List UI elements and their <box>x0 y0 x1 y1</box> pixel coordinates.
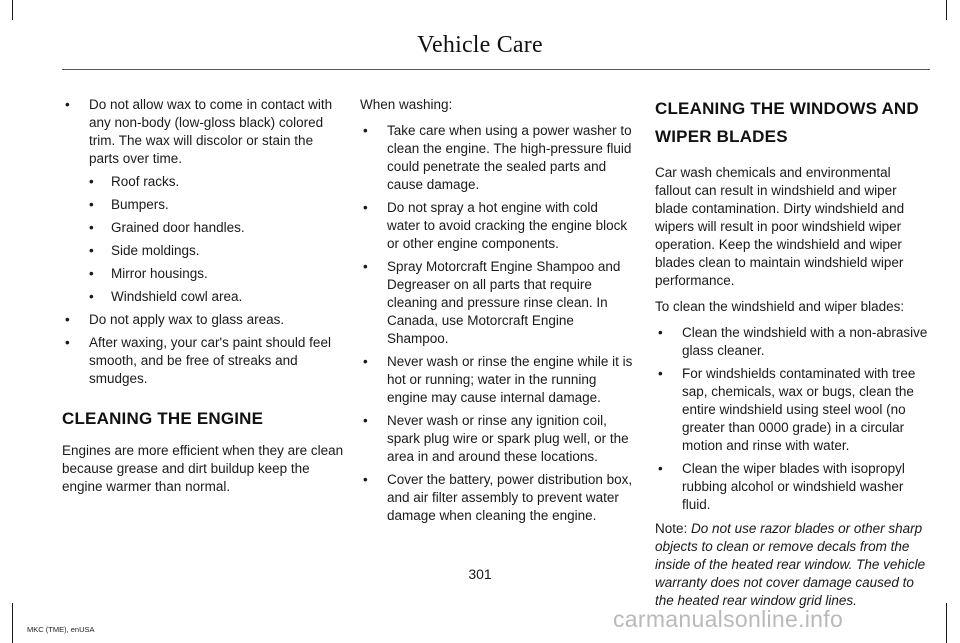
bullet-hot-engine: • Do not spray a hot engine with cold water to avoid cracking the engine block or other engine components. <box>360 199 634 253</box>
section-heading-cleaning-engine: CLEANING THE ENGINE <box>62 409 264 428</box>
bullet-glass-areas: • Do not apply wax to glass areas. <box>62 311 344 329</box>
bullet-engine-shampoo: • Spray Motorcraft Engine Shampoo and Degreaser on all parts that require cleaning and pressure rinse clean. In Canada, use Motorcraft Engine Shampoo. <box>360 258 634 348</box>
sub-bullet-door-handles: • Grained door handles. <box>62 219 344 237</box>
bullet-wiper-blades: • Clean the wiper blades with isopropyl rubbing alcohol or windshield washer fluid. <box>655 460 928 514</box>
paragraph-engine-efficiency: Engines are more efficient when they are clean because grease and dirt buildup keep the engine warmer than normal. <box>62 443 344 494</box>
bullet-power-washer: • Take care when using a power washer to clean the engine. The high-pressure fluid could penetrate the sealed parts and cause damage. <box>360 122 634 194</box>
bullet-never-wash-hot: • Never wash or rinse the engine while it is hot or running; water in the running engine may cause internal damage. <box>360 353 634 407</box>
page-title: Vehicle Care <box>417 32 543 58</box>
intro-clean-windshield: To clean the windshield and wiper blades: <box>655 299 905 314</box>
page-number: 301 <box>468 566 492 582</box>
bullet-after-waxing: • After waxing, your car's paint should feel smooth, and be free of streaks and smudges. <box>62 334 344 388</box>
note-label: Note: <box>655 521 688 536</box>
note-text: Do not use razor blades or other sharp objects to clean or remove decals from the inside of the heated rear window. The vehicle warranty does not cover damage caused to the heated rear window grid lines. <box>655 521 926 608</box>
intro-when-washing: When washing: <box>360 97 453 112</box>
crop-mark <box>12 0 13 20</box>
crop-mark <box>946 0 947 20</box>
bullet-wax-contact: • Do not allow wax to come in contact with any non-body (low-gloss black) colored trim. The wax will discolor or stain the parts over time. <box>62 96 344 168</box>
header-divider <box>62 69 930 70</box>
sub-bullet-windshield-cowl: • Windshield cowl area. <box>62 288 344 306</box>
bullet-cover-battery: • Cover the battery, power distribution box, and air filter assembly to prevent water damage when cleaning the engine. <box>360 471 634 525</box>
bullet-ignition-coil: • Never wash or rinse any ignition coil, spark plug wire or spark plug well, or the area in and around these locations. <box>360 412 634 466</box>
column-middle <box>360 96 634 530</box>
sub-bullet-roof-racks: • Roof racks. <box>62 173 344 191</box>
watermark: carmanualsonline.info <box>613 606 844 632</box>
bullet-non-abrasive: • Clean the windshield with a non-abrasive glass cleaner. <box>655 324 928 360</box>
paragraph-car-wash-chemicals: Car wash chemicals and environmental fallout can result in windshield and wiper blade contamination. Dirty windshield and wipers will result in poor windshield wiper operation. Keep the windshield and wiper blades clean to maintain windshield wiper performance. <box>655 165 905 288</box>
document-id: MKC (TME), enUSA <box>27 625 95 634</box>
section-heading-windows-line2: WIPER BLADES <box>655 127 788 146</box>
note <box>655 520 928 610</box>
column-left <box>62 96 344 504</box>
crop-mark <box>946 603 947 643</box>
column-right <box>655 96 928 618</box>
section-heading-windows-line1: CLEANING THE WINDOWS AND <box>655 99 919 118</box>
bullet-tree-sap: • For windshields contaminated with tree sap, chemicals, wax or bugs, clean the entire windshield using steel wool (no greater than 0000 grade) in a circular motion and rinse with water. <box>655 365 928 455</box>
sub-bullet-bumpers: • Bumpers. <box>62 196 344 214</box>
sub-bullet-mirror-housings: • Mirror housings. <box>62 265 344 283</box>
sub-bullet-side-moldings: • Side moldings. <box>62 242 344 260</box>
crop-mark <box>12 603 13 643</box>
